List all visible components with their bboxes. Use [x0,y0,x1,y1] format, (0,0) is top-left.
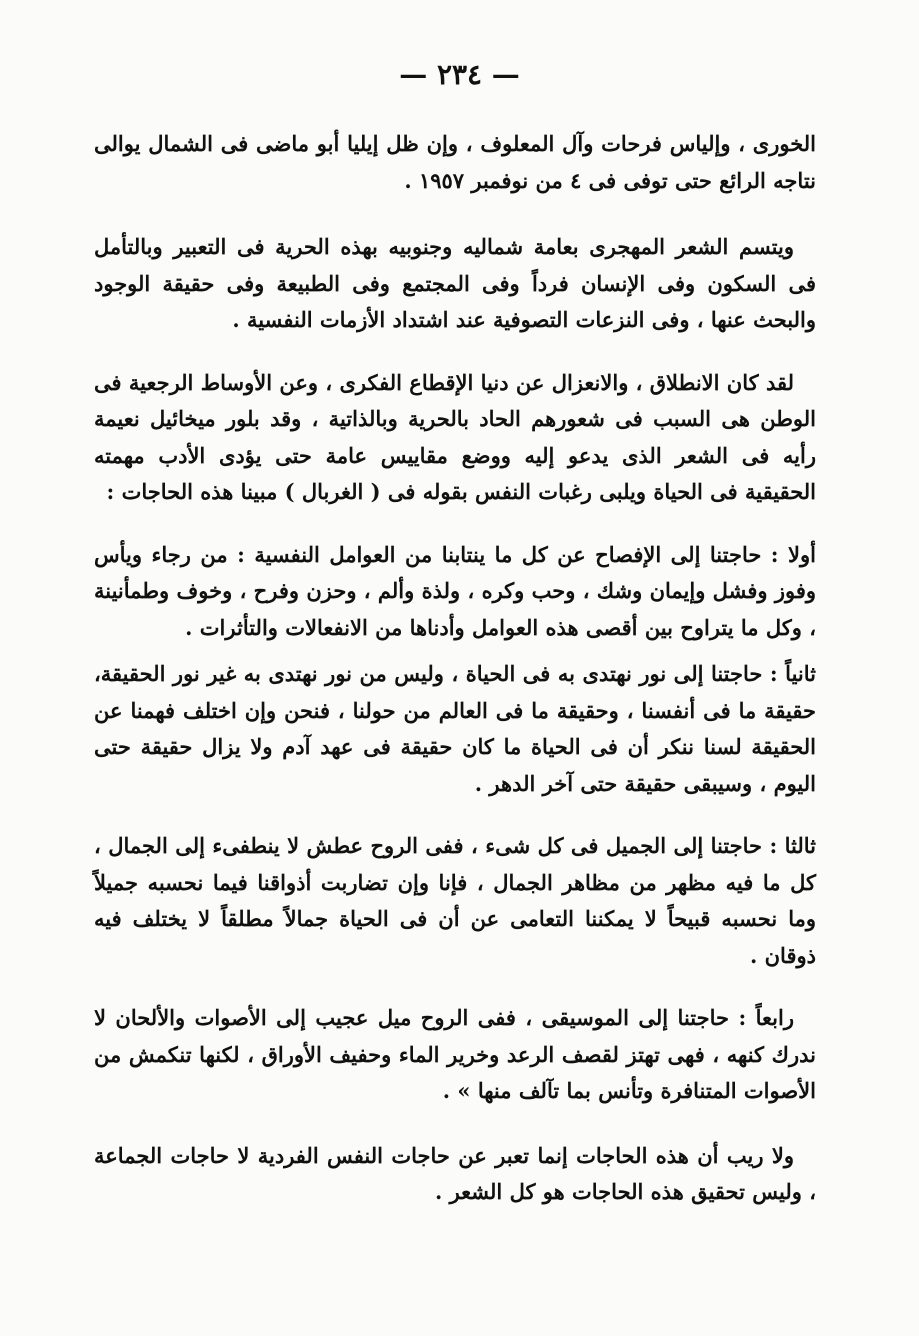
page-number: — ٢٣٤ — [399,58,520,91]
paragraph: ثانياً : حاجتنا إلى نور نهتدى به فى الحياة ، وليس من نور نهتدى به غير نور الحقيقة، حقيقة ما فى أنفسنا ، وحقيقة ما فى العالم من حولنا ، فنحن وإن اختلف فهمنا عن الحقيقة لسنا ننكر أن فى الحياة ما كان حقيقة فى عهد آدم ولا يزال حقيقة حتى اليوم ، وسيبقى حقيقة حتى آخر الدهر . [94,661,816,796]
paragraph: ثالثا : حاجتنا إلى الجميل فى كل شىء ، ففى الروح عطش لا ينطفىء إلى الجمال ، كل ما فيه مظهر من مظاهر الجمال ، فإنا وإن تضاربت أذواقنا فيما نحسبه جميلاً وما نحسبه قبيحاً لا يمكننا التعامى عن أن فى الحياة جمالاً مطلقاً لا يختلف فيه ذوقان . [94,833,816,968]
paragraph: الخورى ، وإلياس فرحات وآل المعلوف ، وإن ظل إيليا أبو ماضى فى الشمال يوالى نتاجه الرائع حتى توفى فى ٤ من نوفمبر ١٩٥٧ . [94,131,816,193]
paragraph: رابعاً : حاجتنا إلى الموسيقى ، ففى الروح ميل عجيب إلى الأصوات والألحان لا ندرك كنهه ، فهى تهتز لقصف الرعد وخرير الماء وحفيف الأوراق ، لكنها تنكمش من الأصوات المتنافرة وتأنس بما تآلف منها » . [94,1005,816,1103]
paragraph: ولا ريب أن هذه الحاجات إنما تعبر عن حاجات النفس الفردية لا حاجات الجماعة ، وليس تحقيق هذه الحاجات هو كل الشعر . [94,1142,816,1204]
page-body [94,126,816,1233]
paragraph: أولا : حاجتنا إلى الإفصاح عن كل ما ينتابنا من العوامل النفسية : من رجاء ويأس وفوز وفشل وإيمان وشك ، وحب وكره ، ولذة وألم ، وحزن وفرح ، وخوف وطمأنينة ، وكل ما يتراوح بين أقصى هذه العوامل وأدناها من الانفعالات والتأثرات . [94,541,816,640]
paragraph: ويتسم الشعر المهجرى بعامة شماليه وجنوبيه بهذه الحرية فى التعبير وبالتأمل فى السكون وفى الإنسان فرداً وفى المجتمع وفى الطبيعة وفى حقيقة الوجود والبحث عنها ، وفى النزعات التصوفية عند اشتداد الأزمات النفسية . [94,234,816,332]
paragraph: لقد كان الانطلاق ، والانعزال عن دنيا الإقطاع الفكرى ، وعن الأوساط الرجعية فى الوطن هى السبب فى شعورهم الحاد بالحرية وبالذاتية ، وقد بلور ميخائيل نعيمة رأيه فى الشعر الذى يدعو إليه ووضع مقاييس عامة حتى يؤدى الأدب مهمته الحقيقية فى الحياة ويلبى رغبات النفس بقوله فى ( الغربال ) مبينا هذه الحاجات : [94,369,816,504]
